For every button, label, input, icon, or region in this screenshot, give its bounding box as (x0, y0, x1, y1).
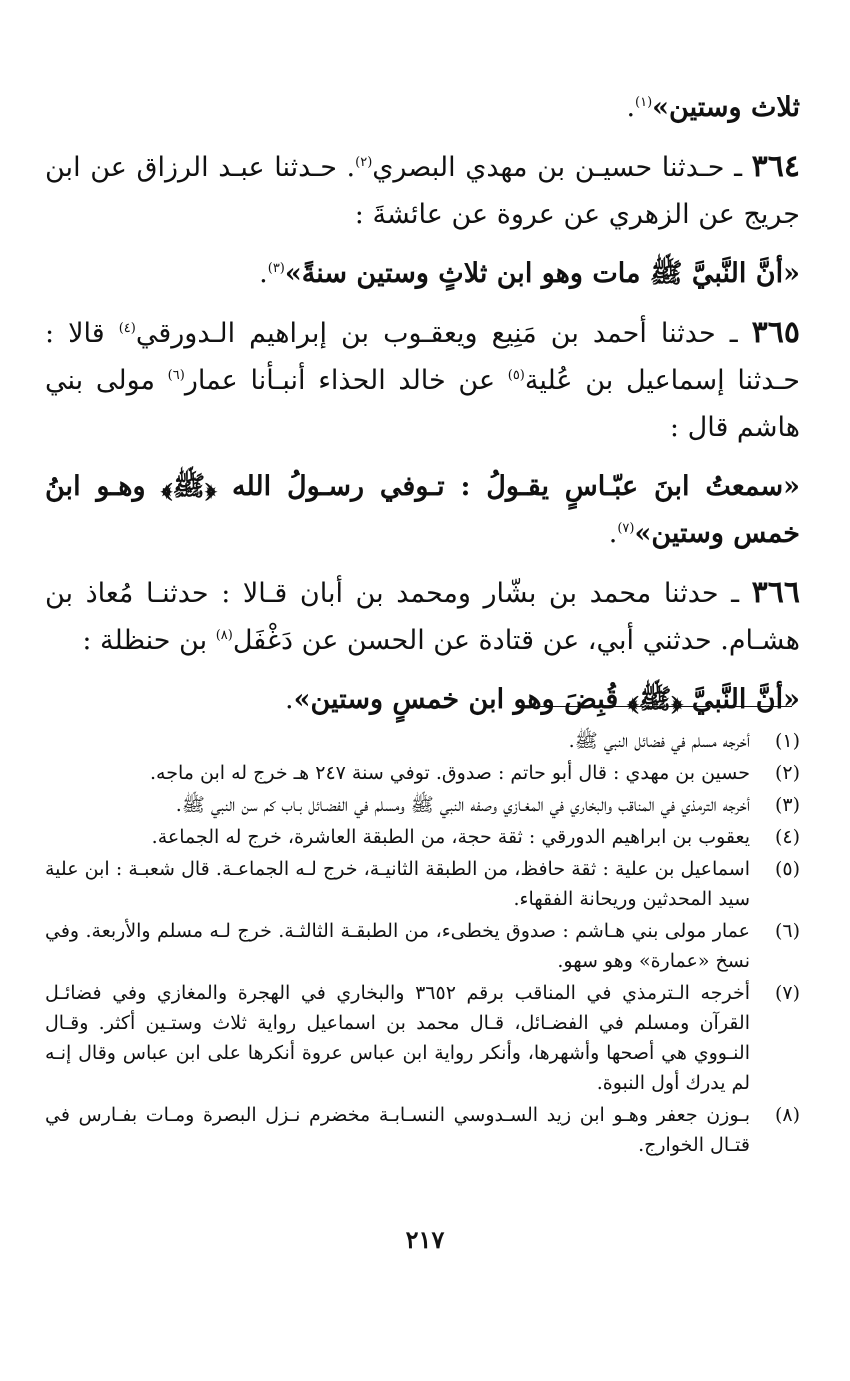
footnote-ref: (٣) (267, 261, 285, 276)
matn-text: «أنَّ النَّبيَّ ﷺ مات وهو ابن ثلاثٍ وستين سنةً» (284, 258, 800, 289)
footnote-text: يعقوب بن ابراهيم الدورقي : ثقة حجة، من الطبقة العاشرة، خرج له الجماعة. (151, 826, 750, 848)
footnote-divider (537, 706, 792, 707)
footnote-text: اسماعيل بن علية : ثقة حافظ، من الطبقة الثانيـة، خرج لـه الجماعـة. قال شعبـة : ابن علية سيد المحدثين وريحانة الفقهاء. (45, 858, 750, 910)
footnote-number: (١) (774, 730, 800, 752)
hadith-number: ٣٦٤ (751, 149, 800, 184)
footnote-item (45, 726, 800, 756)
punctuation: . (259, 258, 268, 289)
hadith-364 (45, 143, 800, 238)
footnote-ref: (٤) (118, 321, 136, 336)
footnote-text: أخرجه مسلم في فضائل النبي ﷺ. (568, 730, 750, 752)
intro-line (45, 84, 800, 131)
isnad-text: مولى بني هاشم قال : (45, 365, 800, 443)
footnote-text: بـوزن جعفر وهـو ابن زيد السـدوسي النسـابـة مخضرم نـزل البصرة ومـات بفـارس في قتـال الخوارج. (45, 1104, 750, 1156)
footnote-ref: (٧) (617, 521, 635, 536)
footnote-number: (٢) (774, 762, 800, 784)
main-text (45, 84, 800, 723)
isnad-text: ـ حـدثنا حسيـن بن مهدي البصري (372, 152, 752, 183)
hadith-number: ٣٦٥ (751, 315, 800, 350)
footnote-ref: (٥) (507, 368, 525, 383)
matn-366 (45, 676, 800, 723)
isnad-text: قالا : حـدثنا إسماعيل بن عُلية (45, 318, 800, 396)
footnote-number: (٥) (774, 858, 800, 880)
footnote-number: (٣) (774, 794, 800, 816)
footnote-number: (٦) (774, 920, 800, 942)
footnote-ref: (٢) (355, 155, 373, 170)
isnad-text: . حـدثنا عبـد الرزاق عن ابن جريج عن الزهري عن عروة عن عائشةَ : (45, 152, 800, 230)
hadith-365 (45, 309, 800, 451)
matn-365 (45, 463, 800, 557)
isnad-text: ـ حدثنا محمد بن بشّار ومحمد بن أبان قـالا : حدثنـا مُعاذ بن هشـام. حدثني أبي، عن قتادة عن الحسن عن دَغْفَل (45, 578, 800, 656)
isnad-text: ـ حدثنا أحمد بن مَنِيع ويعقـوب بن إبراهيم الـدورقي (135, 318, 752, 349)
isnad-text: بن حنظلة : (82, 625, 216, 656)
footnote-number: (٧) (774, 982, 800, 1004)
footnote-item (45, 854, 800, 914)
footnote-text: حسين بن مهدي : قال أبو حاتم : صدوق. توفي سنة ٢٤٧ هـ خرج له ابن ماجه. (150, 762, 750, 784)
footnote-number: (٨) (774, 1104, 800, 1126)
hadith-number: ٣٦٦ (751, 575, 800, 610)
footnote-ref: (٦) (167, 368, 185, 383)
matn-364 (45, 250, 800, 297)
footnote-ref: (١) (635, 95, 653, 110)
footnote-number: (٤) (774, 826, 800, 848)
footnote-text: أخرجه الـترمذي في المناقب برقم ٣٦٥٢ والبخاري في الهجرة والمغازي وفي فضائـل القرآن ومسلم في الفضـائل، قـال محمد بن اسماعيل رواية ثلاث وستـين أكثر. وقـال النـووي هي أصحها وأشهرها، وأنكر رواية ابن عباس عروة أنكرها على ابن عباس وقال إنـه لم يدرك أول النبوة. (45, 982, 750, 1094)
footnote-item (45, 758, 800, 788)
footnote-item (45, 916, 800, 976)
footnote-text: عمار مولى بني هـاشم : صدوق يخطىء، من الطبقـة الثالثـة. خرج لـه مسلم والأربعة. وفي نسخ «عمارة» وهو سهو. (45, 920, 750, 972)
matn-text: «سمعتُ ابنَ عبّـاسٍ يقـولُ : تـوفي رسـولُ الله ﴿ﷺ﴾ وهـو ابنُ خمس وستين» (45, 471, 800, 549)
isnad-text: عن خالد الحذاء أنبـأنا عمار (184, 365, 508, 396)
punctuation: . (608, 518, 618, 549)
footnote-item (45, 1100, 800, 1160)
punctuation: . (626, 92, 636, 123)
intro-text: ثلاث وستين» (652, 92, 800, 123)
page-number: ٢١٧ (405, 1225, 445, 1254)
footnote-ref: (٨) (215, 628, 233, 643)
hadith-366 (45, 569, 800, 664)
matn-text: «أنَّ النَّبيَّ ﴿ﷺ﴾ قُبِضَ وهو ابن خمسٍ وستين» (293, 684, 800, 715)
punctuation: . (285, 684, 294, 715)
footnotes (45, 726, 800, 1162)
footnote-item (45, 822, 800, 852)
footnote-item (45, 790, 800, 820)
footnote-text: أخرجه الترمذي في المناقب والبخاري في المغـازي وصفه النبي ﷺ ومسلم في الفضـائل بـاب كم سن النبي ﷺ. (175, 794, 750, 816)
footnote-item (45, 978, 800, 1098)
